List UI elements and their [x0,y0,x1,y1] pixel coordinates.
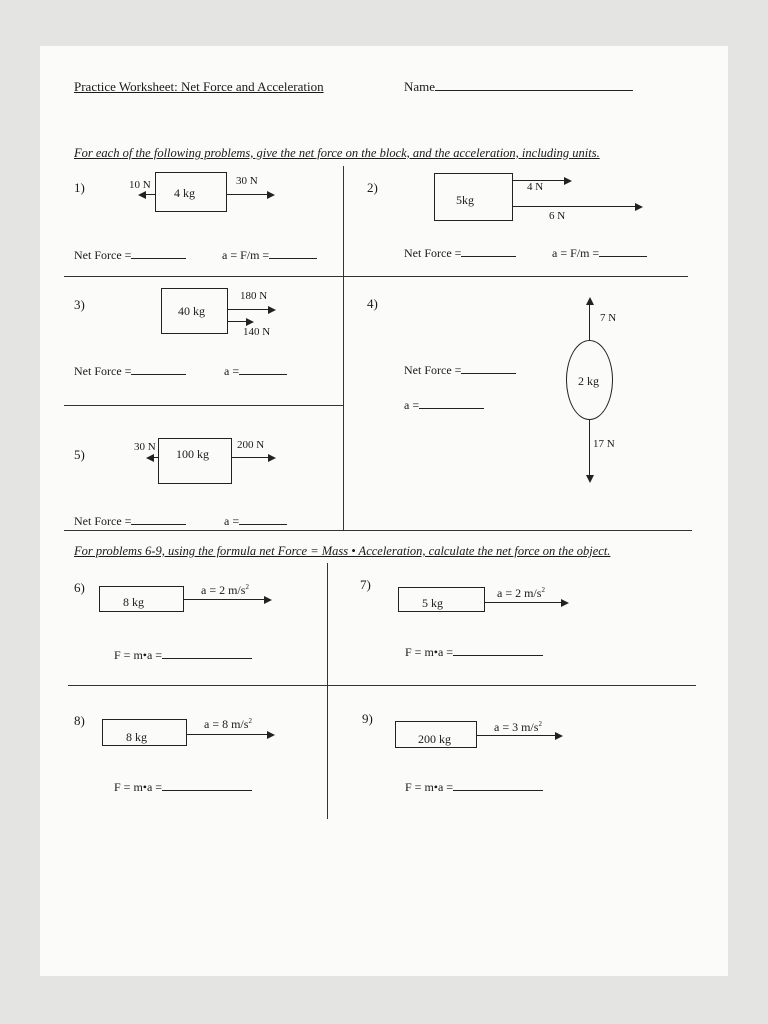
problem-4-up-force-label: 7 N [600,312,617,324]
problem-7-accel-text: a = 2 m/s [497,586,542,600]
problem-6-arrow [184,599,270,600]
problem-6-number: 6) [74,580,85,595]
problem-9-accel-text: a = 3 m/s [494,720,539,734]
name-blank[interactable] [435,80,633,91]
problem-6-accel-exponent: 2 [245,583,249,591]
problem-2-mass: 5kg [456,193,474,207]
problem-9-mass: 200 kg [418,732,451,746]
net-force-label: Net Force = [74,364,132,378]
problem-6-force-blank[interactable] [162,648,252,659]
name-label: Name [404,79,436,94]
problem-8-force-row [114,780,252,793]
problem-5-number: 5) [74,447,85,462]
problem-1-left-force-label: 10 N [129,179,151,191]
problem-7-accel [497,587,545,599]
problem-4-down-arrow [589,420,590,480]
problem-3-force-b-label: 140 N [243,326,271,338]
problem-4-up-arrow [589,300,590,340]
accel-label: a = [224,514,240,528]
problem-5-block [158,438,232,484]
divider-vertical-2 [327,563,328,819]
problem-4-net-force-row [404,363,516,376]
problem-8-mass: 8 kg [126,730,147,744]
problem-9-arrow [477,735,561,736]
problem-1-net-force-row [74,248,186,261]
section2-instructions: For problems 6-9, using the formula net Force = Mass • Acceleration, calculate the net force on the object. [74,544,611,558]
problem-8-accel-exponent: 2 [248,717,252,725]
problem-3-net-force-blank[interactable] [131,364,186,375]
problem-5-mass: 100 kg [176,447,209,461]
net-force-label: Net Force = [74,514,132,528]
problem-6-accel [201,584,249,596]
divider-horizontal-2 [64,405,344,406]
problem-2-arrow-b [513,206,641,207]
problem-3-mass: 40 kg [178,304,205,318]
problem-7-arrow [485,602,567,603]
problem-5-net-force-blank[interactable] [131,514,186,525]
net-force-label: Net Force = [74,248,132,262]
name-field[interactable] [404,80,633,93]
problem-3-arrow-a [228,309,274,310]
problem-5-left-force-label: 30 N [134,441,156,453]
section1-instructions: For each of the following problems, give the net force on the block, and the acceleration, including units. [74,146,600,160]
problem-4-net-force-blank[interactable] [461,363,516,374]
problem-6-mass: 8 kg [123,595,144,609]
problem-5-right-arrow [232,457,274,458]
problem-1-accel-blank[interactable] [269,248,317,259]
problem-3-accel-row [224,364,287,377]
problem-8-accel [204,718,252,730]
problem-8-arrow [187,734,273,735]
problem-2-accel-row [552,246,647,259]
problem-4-mass: 2 kg [578,374,599,388]
accel-label: a = F/m = [552,246,600,260]
problem-2-number: 2) [367,180,378,195]
worksheet-title: Practice Worksheet: Net Force and Acceleration [74,79,324,94]
problem-1-right-arrow [227,194,273,195]
problem-7-force-blank[interactable] [453,645,543,656]
problem-1-mass: 4 kg [174,186,195,200]
f-ma-label: F = m•a = [114,780,163,794]
net-force-label: Net Force = [404,246,462,260]
problem-2-accel-blank[interactable] [599,246,647,257]
problem-5-accel-blank[interactable] [239,514,287,525]
problem-7-number: 7) [360,577,371,592]
problem-8-force-blank[interactable] [162,780,252,791]
problem-4-accel-row [404,398,484,411]
divider-vertical-1 [343,166,344,531]
problem-4-down-force-label: 17 N [593,438,615,450]
net-force-label: Net Force = [404,363,462,377]
problem-9-force-blank[interactable] [453,780,543,791]
f-ma-label: F = m•a = [114,648,163,662]
problem-3-number: 3) [74,297,85,312]
problem-3-force-a-label: 180 N [240,290,268,302]
problem-5-right-force-label: 200 N [237,439,265,451]
problem-3-accel-blank[interactable] [239,364,287,375]
problem-1-net-force-blank[interactable] [131,248,186,259]
problem-2-force-a-label: 4 N [527,181,544,193]
problem-4-number: 4) [367,296,378,311]
problem-7-mass: 5 kg [422,596,443,610]
problem-5-net-force-row [74,514,186,527]
problem-5-left-arrow [148,457,158,458]
problem-2-force-b-label: 6 N [549,210,566,222]
divider-horizontal-3 [64,530,692,531]
f-ma-label: F = m•a = [405,645,454,659]
problem-5-accel-row [224,514,287,527]
accel-label: a = F/m = [222,248,270,262]
problem-9-accel [494,721,542,733]
problem-9-accel-exponent: 2 [538,720,542,728]
accel-label: a = [224,364,240,378]
problem-2-arrow-a [513,180,570,181]
problem-1-accel-row [222,248,317,261]
problem-7-force-row [405,645,543,658]
problem-1-right-force-label: 30 N [236,175,258,187]
problem-8-number: 8) [74,713,85,728]
problem-6-accel-text: a = 2 m/s [201,583,246,597]
problem-2-net-force-blank[interactable] [461,246,516,257]
divider-horizontal-4 [68,685,696,686]
problem-3-arrow-b [228,321,252,322]
problem-6-force-row [114,648,252,661]
problem-4-accel-blank[interactable] [419,398,484,409]
problem-1-number: 1) [74,180,85,195]
problem-9-force-row [405,780,543,793]
divider-horizontal-1 [64,276,688,277]
problem-8-accel-text: a = 8 m/s [204,717,249,731]
problem-3-net-force-row [74,364,186,377]
problem-9-number: 9) [362,711,373,726]
f-ma-label: F = m•a = [405,780,454,794]
accel-label: a = [404,398,420,412]
problem-1-left-arrow [140,194,155,195]
problem-2-net-force-row [404,246,516,259]
problem-7-accel-exponent: 2 [541,586,545,594]
